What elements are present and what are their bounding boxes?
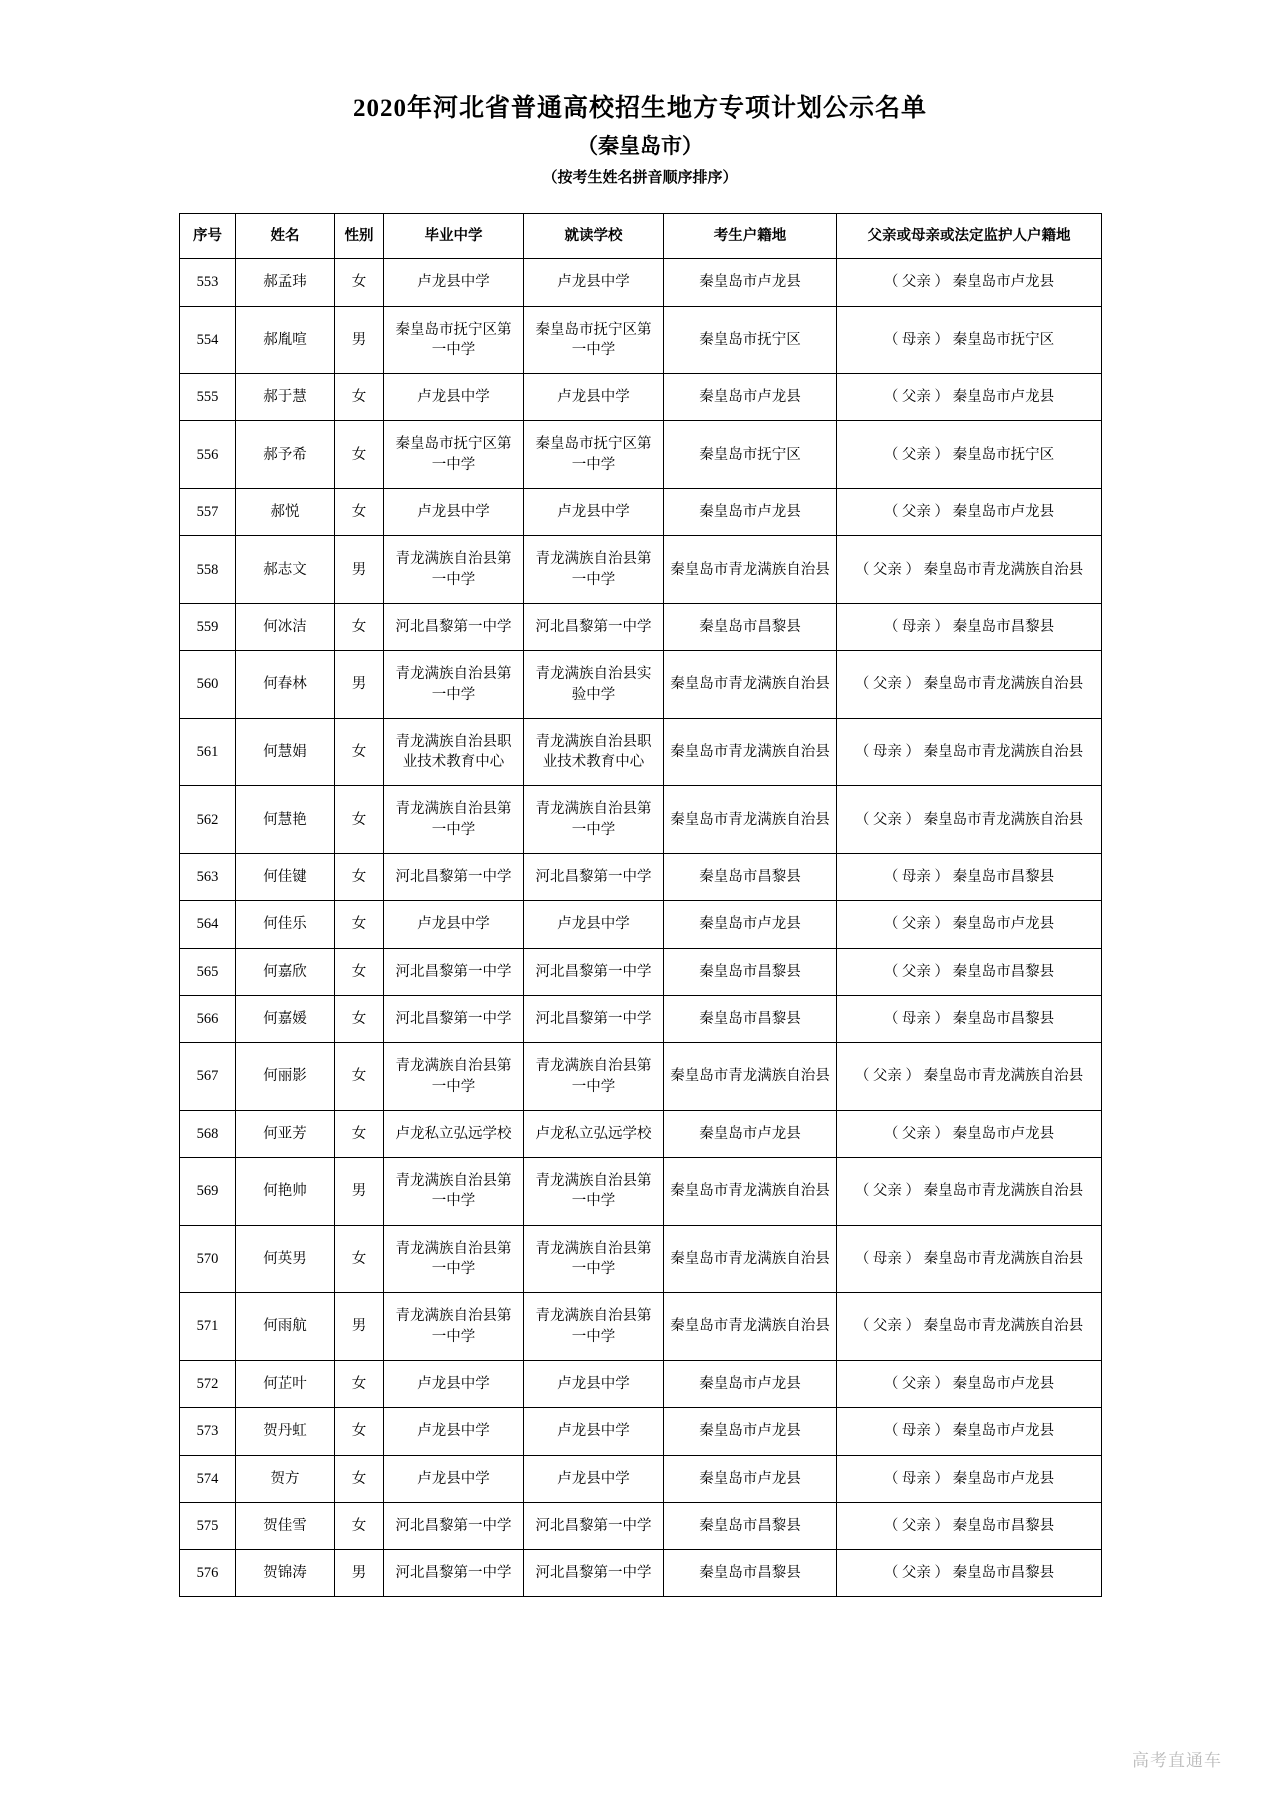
table-row [180, 1293, 1102, 1361]
table-cell: 女 [335, 1043, 384, 1111]
table-cell: 何嘉媛 [236, 995, 335, 1042]
table-cell: 河北昌黎第一中学 [384, 948, 524, 995]
table-cell: 何雨航 [236, 1293, 335, 1361]
table-cell: 女 [335, 374, 384, 421]
table-cell: 卢龙私立弘远学校 [524, 1110, 664, 1157]
table-row [180, 854, 1102, 901]
table-cell: （ 父亲 ） 秦皇岛市卢龙县 [837, 374, 1102, 421]
roster-table [179, 213, 1102, 1597]
table-cell: 秦皇岛市卢龙县 [664, 374, 837, 421]
page-subtitle-city: （秦皇岛市） [577, 134, 703, 158]
table-cell: 男 [335, 1550, 384, 1597]
table-cell: 秦皇岛市青龙满族自治县 [664, 651, 837, 719]
table-cell: （ 父亲 ） 秦皇岛市抚宁区 [837, 421, 1102, 489]
table-cell: 郝于慧 [236, 374, 335, 421]
table-cell: 卢龙县中学 [524, 1360, 664, 1407]
table-cell: 女 [335, 786, 384, 854]
table-cell: 秦皇岛市抚宁区第一中学 [524, 421, 664, 489]
table-cell: 河北昌黎第一中学 [524, 854, 664, 901]
table-cell: 河北昌黎第一中学 [384, 1550, 524, 1597]
table-cell: 秦皇岛市昌黎县 [664, 995, 837, 1042]
table-cell: 青龙满族自治县第一中学 [384, 786, 524, 854]
table-cell: 秦皇岛市抚宁区 [664, 306, 837, 374]
table-cell: （ 母亲 ） 秦皇岛市昌黎县 [837, 854, 1102, 901]
table-cell: 何艳帅 [236, 1158, 335, 1226]
table-cell: 553 [180, 259, 236, 306]
table-cell: 秦皇岛市卢龙县 [664, 1408, 837, 1455]
header-guardian-residence: 父亲或母亲或法定监护人户籍地 [837, 214, 1102, 259]
table-cell: （ 父亲 ） 秦皇岛市青龙满族自治县 [837, 1293, 1102, 1361]
table-cell: 秦皇岛市抚宁区第一中学 [524, 306, 664, 374]
table-cell: 570 [180, 1225, 236, 1293]
table-cell: （ 母亲 ） 秦皇岛市昌黎县 [837, 995, 1102, 1042]
table-cell: 青龙满族自治县职业技术教育中心 [384, 718, 524, 786]
table-cell: （ 父亲 ） 秦皇岛市青龙满族自治县 [837, 1158, 1102, 1226]
table-cell: （ 父亲 ） 秦皇岛市青龙满族自治县 [837, 1043, 1102, 1111]
table-cell: 青龙满族自治县第一中学 [384, 536, 524, 604]
table-cell: 男 [335, 651, 384, 719]
header-gender: 性别 [335, 214, 384, 259]
table-cell: （ 父亲 ） 秦皇岛市昌黎县 [837, 1550, 1102, 1597]
table-cell: 女 [335, 603, 384, 650]
roster-table-wrap [179, 213, 1101, 1597]
table-cell: 秦皇岛市青龙满族自治县 [664, 536, 837, 604]
table-cell: 575 [180, 1502, 236, 1549]
table-cell: 河北昌黎第一中学 [524, 1550, 664, 1597]
table-row [180, 1225, 1102, 1293]
table-cell: 571 [180, 1293, 236, 1361]
table-cell: 郝悦 [236, 489, 335, 536]
table-cell: 何慧娟 [236, 718, 335, 786]
table-cell: 青龙满族自治县第一中学 [384, 1158, 524, 1226]
table-cell: 秦皇岛市青龙满族自治县 [664, 718, 837, 786]
table-cell: 青龙满族自治县第一中学 [524, 536, 664, 604]
table-cell: 574 [180, 1455, 236, 1502]
table-cell: （ 母亲 ） 秦皇岛市卢龙县 [837, 1408, 1102, 1455]
table-cell: 女 [335, 259, 384, 306]
table-cell: 卢龙县中学 [524, 374, 664, 421]
table-cell: （ 父亲 ） 秦皇岛市卢龙县 [837, 259, 1102, 306]
table-row [180, 603, 1102, 650]
table-cell: 576 [180, 1550, 236, 1597]
table-cell: 卢龙县中学 [524, 1408, 664, 1455]
table-cell: 青龙满族自治县职业技术教育中心 [524, 718, 664, 786]
table-cell: 青龙满族自治县第一中学 [384, 1043, 524, 1111]
table-cell: 何亚芳 [236, 1110, 335, 1157]
table-cell: （ 父亲 ） 秦皇岛市青龙满族自治县 [837, 786, 1102, 854]
table-cell: 卢龙县中学 [384, 901, 524, 948]
table-cell: 554 [180, 306, 236, 374]
table-cell: 贺佳雪 [236, 1502, 335, 1549]
table-row [180, 306, 1102, 374]
table-row [180, 1455, 1102, 1502]
table-cell: （ 父亲 ） 秦皇岛市卢龙县 [837, 489, 1102, 536]
table-cell: 河北昌黎第一中学 [384, 854, 524, 901]
table-cell: 河北昌黎第一中学 [384, 1502, 524, 1549]
table-cell: 女 [335, 1225, 384, 1293]
table-cell: 贺锦涛 [236, 1550, 335, 1597]
table-cell: 秦皇岛市卢龙县 [664, 1110, 837, 1157]
table-cell: 569 [180, 1158, 236, 1226]
table-cell: 青龙满族自治县第一中学 [524, 1293, 664, 1361]
table-cell: 何冰洁 [236, 603, 335, 650]
table-cell: 女 [335, 995, 384, 1042]
table-cell: 何佳键 [236, 854, 335, 901]
table-cell: 卢龙县中学 [384, 1360, 524, 1407]
table-cell: 女 [335, 1360, 384, 1407]
table-cell: 青龙满族自治县第一中学 [384, 1225, 524, 1293]
table-cell: （ 父亲 ） 秦皇岛市卢龙县 [837, 1360, 1102, 1407]
table-row [180, 1158, 1102, 1226]
table-row [180, 786, 1102, 854]
table-cell: 男 [335, 306, 384, 374]
table-cell: 青龙满族自治县第一中学 [524, 1043, 664, 1111]
table-cell: （ 父亲 ） 秦皇岛市卢龙县 [837, 1110, 1102, 1157]
table-cell: 秦皇岛市昌黎县 [664, 1550, 837, 1597]
table-cell: 秦皇岛市卢龙县 [664, 489, 837, 536]
table-cell: 贺方 [236, 1455, 335, 1502]
table-cell: 何嘉欣 [236, 948, 335, 995]
table-cell: 秦皇岛市昌黎县 [664, 854, 837, 901]
table-cell: 567 [180, 1043, 236, 1111]
table-cell: 卢龙县中学 [524, 901, 664, 948]
table-cell: 女 [335, 1455, 384, 1502]
table-row [180, 489, 1102, 536]
table-cell: 女 [335, 489, 384, 536]
table-cell: 573 [180, 1408, 236, 1455]
table-cell: 女 [335, 718, 384, 786]
table-cell: 秦皇岛市昌黎县 [664, 603, 837, 650]
header-graduated-school: 毕业中学 [384, 214, 524, 259]
table-row [180, 948, 1102, 995]
table-cell: 河北昌黎第一中学 [384, 995, 524, 1042]
header-seq: 序号 [180, 214, 236, 259]
table-cell: 秦皇岛市青龙满族自治县 [664, 786, 837, 854]
table-cell: 卢龙县中学 [384, 1455, 524, 1502]
table-row [180, 1360, 1102, 1407]
table-row [180, 536, 1102, 604]
table-cell: 河北昌黎第一中学 [524, 948, 664, 995]
table-cell: 秦皇岛市青龙满族自治县 [664, 1293, 837, 1361]
table-cell: （ 母亲 ） 秦皇岛市青龙满族自治县 [837, 1225, 1102, 1293]
watermark-text: 高考直通车 [1132, 1751, 1222, 1770]
header-name: 姓名 [236, 214, 335, 259]
table-cell: 郝孟玮 [236, 259, 335, 306]
table-cell: 女 [335, 854, 384, 901]
table-cell: 秦皇岛市抚宁区 [664, 421, 837, 489]
table-cell: （ 父亲 ） 秦皇岛市青龙满族自治县 [837, 651, 1102, 719]
table-row [180, 259, 1102, 306]
table-cell: 青龙满族自治县第一中学 [524, 1158, 664, 1226]
table-cell: 女 [335, 1408, 384, 1455]
table-cell: 青龙满族自治县第一中学 [384, 1293, 524, 1361]
table-row [180, 1502, 1102, 1549]
table-cell: 秦皇岛市卢龙县 [664, 1360, 837, 1407]
table-cell: （ 父亲 ） 秦皇岛市卢龙县 [837, 901, 1102, 948]
table-cell: 秦皇岛市抚宁区第一中学 [384, 421, 524, 489]
table-cell: 卢龙县中学 [384, 489, 524, 536]
table-cell: 卢龙县中学 [384, 1408, 524, 1455]
table-cell: 558 [180, 536, 236, 604]
table-cell: 秦皇岛市卢龙县 [664, 1455, 837, 1502]
table-cell: （ 母亲 ） 秦皇岛市青龙满族自治县 [837, 718, 1102, 786]
table-cell: （ 父亲 ） 秦皇岛市青龙满族自治县 [837, 536, 1102, 604]
table-cell: 564 [180, 901, 236, 948]
table-cell: 何芷叶 [236, 1360, 335, 1407]
table-row [180, 421, 1102, 489]
header-attending-school: 就读学校 [524, 214, 664, 259]
table-cell: 青龙满族自治县第一中学 [384, 651, 524, 719]
table-cell: 卢龙县中学 [524, 1455, 664, 1502]
table-cell: 河北昌黎第一中学 [524, 603, 664, 650]
table-cell: 卢龙县中学 [524, 489, 664, 536]
table-cell: 郝予希 [236, 421, 335, 489]
table-cell: 568 [180, 1110, 236, 1157]
table-cell: 女 [335, 1110, 384, 1157]
table-body [180, 259, 1102, 1597]
table-cell: 何英男 [236, 1225, 335, 1293]
page-title: 2020年河北省普通高校招生地方专项计划公示名单 [352, 95, 927, 122]
table-cell: 卢龙私立弘远学校 [384, 1110, 524, 1157]
table-cell: 河北昌黎第一中学 [524, 1502, 664, 1549]
table-cell: 秦皇岛市青龙满族自治县 [664, 1043, 837, 1111]
table-cell: 男 [335, 1158, 384, 1226]
table-cell: 秦皇岛市卢龙县 [664, 259, 837, 306]
table-cell: 563 [180, 854, 236, 901]
table-header-row [180, 214, 1102, 259]
table-cell: 秦皇岛市昌黎县 [664, 1502, 837, 1549]
table-cell: 556 [180, 421, 236, 489]
table-cell: 何春林 [236, 651, 335, 719]
table-cell: 秦皇岛市青龙满族自治县 [664, 1225, 837, 1293]
table-row [180, 1110, 1102, 1157]
table-cell: 女 [335, 1502, 384, 1549]
table-cell: 秦皇岛市昌黎县 [664, 948, 837, 995]
table-cell: （ 母亲 ） 秦皇岛市抚宁区 [837, 306, 1102, 374]
table-cell: 男 [335, 536, 384, 604]
table-row [180, 1550, 1102, 1597]
table-cell: 何丽影 [236, 1043, 335, 1111]
table-cell: 秦皇岛市卢龙县 [664, 901, 837, 948]
table-cell: 秦皇岛市青龙满族自治县 [664, 1158, 837, 1226]
table-row [180, 1408, 1102, 1455]
table-cell: 青龙满族自治县第一中学 [524, 786, 664, 854]
table-cell: （ 父亲 ） 秦皇岛市昌黎县 [837, 948, 1102, 995]
table-row [180, 901, 1102, 948]
table-cell: 561 [180, 718, 236, 786]
page-subtitle-note: （按考生姓名拼音顺序排序） [542, 170, 738, 186]
table-cell: 555 [180, 374, 236, 421]
table-cell: 男 [335, 1293, 384, 1361]
table-cell: 565 [180, 948, 236, 995]
title-block [0, 88, 1280, 187]
table-row [180, 718, 1102, 786]
table-cell: 贺丹虹 [236, 1408, 335, 1455]
table-cell: （ 母亲 ） 秦皇岛市昌黎县 [837, 603, 1102, 650]
table-cell: 卢龙县中学 [524, 259, 664, 306]
table-row [180, 1043, 1102, 1111]
table-cell: 河北昌黎第一中学 [384, 603, 524, 650]
table-row [180, 374, 1102, 421]
table-cell: 青龙满族自治县第一中学 [524, 1225, 664, 1293]
table-cell: （ 父亲 ） 秦皇岛市昌黎县 [837, 1502, 1102, 1549]
header-candidate-residence: 考生户籍地 [664, 214, 837, 259]
table-cell: 秦皇岛市抚宁区第一中学 [384, 306, 524, 374]
table-cell: 河北昌黎第一中学 [524, 995, 664, 1042]
table-cell: 566 [180, 995, 236, 1042]
table-cell: 557 [180, 489, 236, 536]
table-cell: 何慧艳 [236, 786, 335, 854]
table-cell: 女 [335, 421, 384, 489]
table-cell: 青龙满族自治县实验中学 [524, 651, 664, 719]
table-cell: 560 [180, 651, 236, 719]
table-cell: 562 [180, 786, 236, 854]
table-cell: 559 [180, 603, 236, 650]
table-row [180, 995, 1102, 1042]
table-row [180, 651, 1102, 719]
table-cell: 何佳乐 [236, 901, 335, 948]
table-cell: 卢龙县中学 [384, 374, 524, 421]
table-cell: 女 [335, 948, 384, 995]
table-cell: 郝志文 [236, 536, 335, 604]
table-cell: （ 母亲 ） 秦皇岛市卢龙县 [837, 1455, 1102, 1502]
table-cell: 郝胤喧 [236, 306, 335, 374]
table-cell: 女 [335, 901, 384, 948]
table-cell: 572 [180, 1360, 236, 1407]
table-cell: 卢龙县中学 [384, 259, 524, 306]
